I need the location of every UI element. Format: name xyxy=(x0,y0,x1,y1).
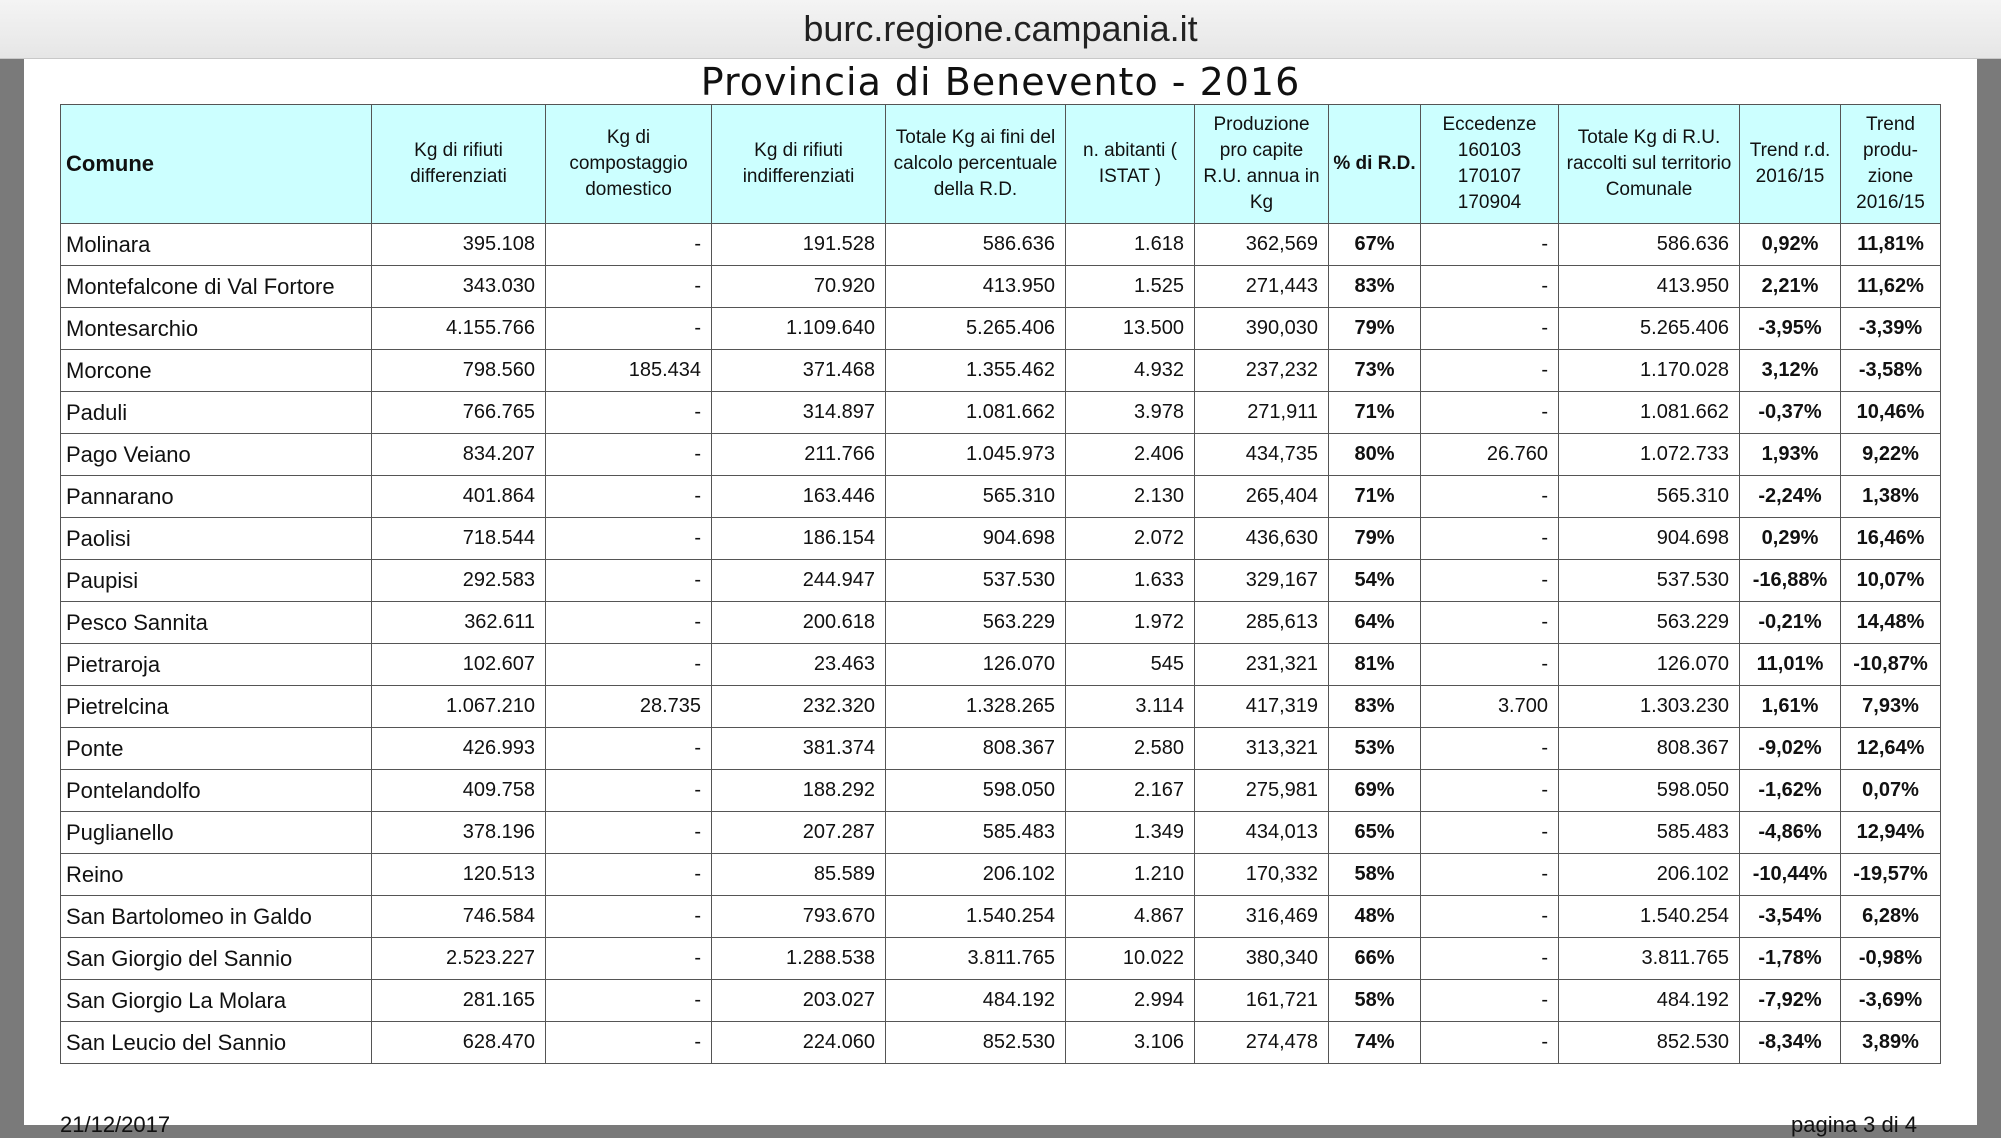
footer-page-number: pagina 3 di 4 xyxy=(1791,1112,1917,1137)
cell-compostaggio: 185.434 xyxy=(546,350,712,392)
cell-procapite: 275,981 xyxy=(1195,770,1329,812)
cell-compostaggio: - xyxy=(546,644,712,686)
header-trend-produzione: Trend produ- zione 2016/15 xyxy=(1841,105,1941,224)
cell-procapite: 362,569 xyxy=(1195,224,1329,266)
cell-indifferenziati: 232.320 xyxy=(712,686,886,728)
cell-trend-produzione: -0,98% xyxy=(1841,938,1941,980)
cell-trend-produzione: -3,39% xyxy=(1841,308,1941,350)
cell-trend-produzione: 9,22% xyxy=(1841,434,1941,476)
cell-eccedenze: - xyxy=(1421,266,1559,308)
header-abitanti: n. abitanti ( ISTAT ) xyxy=(1066,105,1195,224)
cell-eccedenze: - xyxy=(1421,854,1559,896)
cell-eccedenze: - xyxy=(1421,728,1559,770)
cell-eccedenze: - xyxy=(1421,392,1559,434)
cell-totale-rd: 852.530 xyxy=(886,1022,1066,1064)
cell-comune: Pietrelcina xyxy=(61,686,372,728)
cell-comune: Ponte xyxy=(61,728,372,770)
cell-compostaggio: - xyxy=(546,518,712,560)
cell-differenziati: 1.067.210 xyxy=(372,686,546,728)
cell-compostaggio: - xyxy=(546,728,712,770)
cell-indifferenziati: 200.618 xyxy=(712,602,886,644)
cell-trend-rd: -8,34% xyxy=(1740,1022,1841,1064)
cell-procapite: 390,030 xyxy=(1195,308,1329,350)
cell-abitanti: 2.406 xyxy=(1066,434,1195,476)
cell-percentuale-rd: 67% xyxy=(1329,224,1421,266)
cell-percentuale-rd: 58% xyxy=(1329,854,1421,896)
cell-trend-rd: -2,24% xyxy=(1740,476,1841,518)
cell-differenziati: 120.513 xyxy=(372,854,546,896)
cell-totale-rd: 537.530 xyxy=(886,560,1066,602)
cell-abitanti: 2.994 xyxy=(1066,980,1195,1022)
cell-procapite: 170,332 xyxy=(1195,854,1329,896)
cell-totale-ru: 537.530 xyxy=(1559,560,1740,602)
cell-percentuale-rd: 80% xyxy=(1329,434,1421,476)
header-differenziati: Kg di rifiuti differenziati xyxy=(372,105,546,224)
cell-procapite: 436,630 xyxy=(1195,518,1329,560)
cell-totale-rd: 5.265.406 xyxy=(886,308,1066,350)
cell-trend-rd: 3,12% xyxy=(1740,350,1841,392)
cell-comune: San Giorgio La Molara xyxy=(61,980,372,1022)
cell-trend-rd: 0,29% xyxy=(1740,518,1841,560)
cell-differenziati: 401.864 xyxy=(372,476,546,518)
header-trend-rd: Trend r.d. 2016/15 xyxy=(1740,105,1841,224)
cell-indifferenziati: 23.463 xyxy=(712,644,886,686)
cell-procapite: 274,478 xyxy=(1195,1022,1329,1064)
cell-abitanti: 1.618 xyxy=(1066,224,1195,266)
cell-differenziati: 4.155.766 xyxy=(372,308,546,350)
cell-differenziati: 362.611 xyxy=(372,602,546,644)
cell-differenziati: 2.523.227 xyxy=(372,938,546,980)
table-row xyxy=(61,518,1941,560)
browser-url-bar[interactable] xyxy=(0,0,2001,59)
cell-procapite: 434,735 xyxy=(1195,434,1329,476)
cell-percentuale-rd: 53% xyxy=(1329,728,1421,770)
cell-abitanti: 13.500 xyxy=(1066,308,1195,350)
cell-procapite: 237,232 xyxy=(1195,350,1329,392)
table-row xyxy=(61,644,1941,686)
cell-abitanti: 1.349 xyxy=(1066,812,1195,854)
cell-totale-rd: 808.367 xyxy=(886,728,1066,770)
cell-totale-rd: 598.050 xyxy=(886,770,1066,812)
cell-eccedenze: - xyxy=(1421,644,1559,686)
cell-comune: Morcone xyxy=(61,350,372,392)
cell-totale-ru: 808.367 xyxy=(1559,728,1740,770)
cell-procapite: 265,404 xyxy=(1195,476,1329,518)
cell-trend-produzione: 12,94% xyxy=(1841,812,1941,854)
cell-comune: San Leucio del Sannio xyxy=(61,1022,372,1064)
cell-eccedenze: - xyxy=(1421,476,1559,518)
cell-trend-rd: -1,78% xyxy=(1740,938,1841,980)
cell-abitanti: 1.633 xyxy=(1066,560,1195,602)
cell-percentuale-rd: 83% xyxy=(1329,686,1421,728)
cell-abitanti: 2.130 xyxy=(1066,476,1195,518)
cell-trend-rd: -10,44% xyxy=(1740,854,1841,896)
table-row xyxy=(61,812,1941,854)
cell-trend-produzione: 6,28% xyxy=(1841,896,1941,938)
cell-indifferenziati: 1.288.538 xyxy=(712,938,886,980)
cell-percentuale-rd: 74% xyxy=(1329,1022,1421,1064)
cell-trend-rd: -0,21% xyxy=(1740,602,1841,644)
cell-eccedenze: - xyxy=(1421,770,1559,812)
cell-totale-rd: 1.045.973 xyxy=(886,434,1066,476)
cell-trend-rd: 1,61% xyxy=(1740,686,1841,728)
header-totale-rd: Totale Kg ai fini del calcolo percentuale della R.D. xyxy=(886,105,1066,224)
cell-eccedenze: - xyxy=(1421,224,1559,266)
cell-differenziati: 281.165 xyxy=(372,980,546,1022)
cell-totale-rd: 413.950 xyxy=(886,266,1066,308)
cell-indifferenziati: 1.109.640 xyxy=(712,308,886,350)
cell-trend-produzione: 10,07% xyxy=(1841,560,1941,602)
cell-indifferenziati: 224.060 xyxy=(712,1022,886,1064)
cell-comune: Pannarano xyxy=(61,476,372,518)
cell-indifferenziati: 191.528 xyxy=(712,224,886,266)
cell-trend-rd: -3,95% xyxy=(1740,308,1841,350)
cell-indifferenziati: 186.154 xyxy=(712,518,886,560)
cell-indifferenziati: 188.292 xyxy=(712,770,886,812)
cell-compostaggio: - xyxy=(546,308,712,350)
cell-totale-ru: 206.102 xyxy=(1559,854,1740,896)
cell-procapite: 271,911 xyxy=(1195,392,1329,434)
cell-trend-rd: -16,88% xyxy=(1740,560,1841,602)
table-row xyxy=(61,308,1941,350)
cell-eccedenze: - xyxy=(1421,518,1559,560)
cell-comune: Pesco Sannita xyxy=(61,602,372,644)
table-row xyxy=(61,350,1941,392)
cell-totale-rd: 1.328.265 xyxy=(886,686,1066,728)
cell-comune: Molinara xyxy=(61,224,372,266)
cell-indifferenziati: 793.670 xyxy=(712,896,886,938)
cell-indifferenziati: 207.287 xyxy=(712,812,886,854)
cell-compostaggio: - xyxy=(546,476,712,518)
cell-trend-produzione: 0,07% xyxy=(1841,770,1941,812)
cell-percentuale-rd: 71% xyxy=(1329,476,1421,518)
cell-eccedenze: - xyxy=(1421,308,1559,350)
cell-percentuale-rd: 83% xyxy=(1329,266,1421,308)
cell-totale-rd: 3.811.765 xyxy=(886,938,1066,980)
cell-trend-rd: -0,37% xyxy=(1740,392,1841,434)
cell-comune: Puglianello xyxy=(61,812,372,854)
cell-abitanti: 545 xyxy=(1066,644,1195,686)
cell-compostaggio: - xyxy=(546,896,712,938)
cell-totale-rd: 1.081.662 xyxy=(886,392,1066,434)
cell-procapite: 417,319 xyxy=(1195,686,1329,728)
cell-trend-produzione: 14,48% xyxy=(1841,602,1941,644)
cell-compostaggio: - xyxy=(546,938,712,980)
cell-differenziati: 426.993 xyxy=(372,728,546,770)
cell-totale-ru: 563.229 xyxy=(1559,602,1740,644)
table-row xyxy=(61,686,1941,728)
cell-indifferenziati: 203.027 xyxy=(712,980,886,1022)
table-row xyxy=(61,476,1941,518)
cell-eccedenze: - xyxy=(1421,812,1559,854)
cell-trend-rd: -4,86% xyxy=(1740,812,1841,854)
cell-trend-rd: -9,02% xyxy=(1740,728,1841,770)
cell-trend-produzione: 10,46% xyxy=(1841,392,1941,434)
cell-compostaggio: - xyxy=(546,266,712,308)
table-row xyxy=(61,896,1941,938)
waste-table xyxy=(60,104,1941,1064)
cell-trend-rd: -1,62% xyxy=(1740,770,1841,812)
cell-abitanti: 2.580 xyxy=(1066,728,1195,770)
table-header-row xyxy=(61,105,1941,224)
cell-differenziati: 628.470 xyxy=(372,1022,546,1064)
cell-comune: Montefalcone di Val Fortore xyxy=(61,266,372,308)
table-row xyxy=(61,770,1941,812)
cell-procapite: 271,443 xyxy=(1195,266,1329,308)
cell-abitanti: 2.167 xyxy=(1066,770,1195,812)
cell-differenziati: 409.758 xyxy=(372,770,546,812)
cell-totale-ru: 1.540.254 xyxy=(1559,896,1740,938)
cell-totale-rd: 1.540.254 xyxy=(886,896,1066,938)
cell-compostaggio: - xyxy=(546,560,712,602)
cell-eccedenze: - xyxy=(1421,602,1559,644)
cell-eccedenze: 3.700 xyxy=(1421,686,1559,728)
cell-totale-ru: 585.483 xyxy=(1559,812,1740,854)
cell-trend-produzione: 16,46% xyxy=(1841,518,1941,560)
cell-comune: Pontelandolfo xyxy=(61,770,372,812)
cell-differenziati: 395.108 xyxy=(372,224,546,266)
cell-trend-produzione: -3,58% xyxy=(1841,350,1941,392)
cell-differenziati: 746.584 xyxy=(372,896,546,938)
cell-totale-ru: 1.170.028 xyxy=(1559,350,1740,392)
cell-eccedenze: - xyxy=(1421,560,1559,602)
cell-totale-ru: 1.072.733 xyxy=(1559,434,1740,476)
cell-trend-produzione: 3,89% xyxy=(1841,1022,1941,1064)
cell-comune: Paolisi xyxy=(61,518,372,560)
cell-totale-ru: 1.081.662 xyxy=(1559,392,1740,434)
cell-compostaggio: - xyxy=(546,1022,712,1064)
cell-trend-produzione: -3,69% xyxy=(1841,980,1941,1022)
cell-trend-produzione: 11,62% xyxy=(1841,266,1941,308)
cell-totale-ru: 586.636 xyxy=(1559,224,1740,266)
cell-differenziati: 292.583 xyxy=(372,560,546,602)
cell-compostaggio: - xyxy=(546,602,712,644)
cell-compostaggio: - xyxy=(546,770,712,812)
cell-percentuale-rd: 79% xyxy=(1329,308,1421,350)
header-eccedenze: Eccedenze 160103 170107 170904 xyxy=(1421,105,1559,224)
table-row xyxy=(61,602,1941,644)
cell-percentuale-rd: 64% xyxy=(1329,602,1421,644)
cell-procapite: 380,340 xyxy=(1195,938,1329,980)
cell-percentuale-rd: 58% xyxy=(1329,980,1421,1022)
cell-compostaggio: - xyxy=(546,812,712,854)
cell-procapite: 329,167 xyxy=(1195,560,1329,602)
cell-differenziati: 798.560 xyxy=(372,350,546,392)
cell-totale-rd: 126.070 xyxy=(886,644,1066,686)
cell-comune: Reino xyxy=(61,854,372,896)
cell-trend-rd: 0,92% xyxy=(1740,224,1841,266)
table-row xyxy=(61,728,1941,770)
cell-abitanti: 1.972 xyxy=(1066,602,1195,644)
cell-totale-rd: 1.355.462 xyxy=(886,350,1066,392)
cell-abitanti: 1.525 xyxy=(1066,266,1195,308)
cell-abitanti: 3.106 xyxy=(1066,1022,1195,1064)
cell-differenziati: 834.207 xyxy=(372,434,546,476)
cell-percentuale-rd: 54% xyxy=(1329,560,1421,602)
cell-percentuale-rd: 69% xyxy=(1329,770,1421,812)
cell-abitanti: 3.114 xyxy=(1066,686,1195,728)
cell-procapite: 285,613 xyxy=(1195,602,1329,644)
cell-trend-rd: 11,01% xyxy=(1740,644,1841,686)
cell-trend-rd: -3,54% xyxy=(1740,896,1841,938)
cell-percentuale-rd: 71% xyxy=(1329,392,1421,434)
cell-indifferenziati: 371.468 xyxy=(712,350,886,392)
cell-trend-produzione: -19,57% xyxy=(1841,854,1941,896)
header-percentuale-rd: % di R.D. xyxy=(1329,105,1421,224)
cell-totale-ru: 1.303.230 xyxy=(1559,686,1740,728)
cell-totale-ru: 126.070 xyxy=(1559,644,1740,686)
url-text: burc.regione.campania.it xyxy=(803,8,1198,49)
cell-eccedenze: - xyxy=(1421,896,1559,938)
header-procapite: Produzione pro capite R.U. annua in Kg xyxy=(1195,105,1329,224)
cell-compostaggio: 28.735 xyxy=(546,686,712,728)
cell-totale-ru: 565.310 xyxy=(1559,476,1740,518)
cell-totale-ru: 5.265.406 xyxy=(1559,308,1740,350)
cell-comune: Pago Veiano xyxy=(61,434,372,476)
table-row xyxy=(61,434,1941,476)
cell-indifferenziati: 85.589 xyxy=(712,854,886,896)
cell-indifferenziati: 211.766 xyxy=(712,434,886,476)
cell-comune: Pietraroja xyxy=(61,644,372,686)
cell-compostaggio: - xyxy=(546,854,712,896)
cell-trend-rd: 2,21% xyxy=(1740,266,1841,308)
cell-totale-ru: 3.811.765 xyxy=(1559,938,1740,980)
cell-abitanti: 3.978 xyxy=(1066,392,1195,434)
cell-eccedenze: - xyxy=(1421,938,1559,980)
page-title: Provincia di Benevento - 2016 xyxy=(700,60,1301,104)
cell-procapite: 313,321 xyxy=(1195,728,1329,770)
footer-date: 21/12/2017 xyxy=(60,1112,171,1137)
cell-comune: Paduli xyxy=(61,392,372,434)
cell-abitanti: 4.867 xyxy=(1066,896,1195,938)
header-compostaggio: Kg di compostaggio domestico xyxy=(546,105,712,224)
cell-totale-rd: 585.483 xyxy=(886,812,1066,854)
cell-percentuale-rd: 65% xyxy=(1329,812,1421,854)
cell-percentuale-rd: 73% xyxy=(1329,350,1421,392)
header-indifferenziati: Kg di rifiuti indifferenziati xyxy=(712,105,886,224)
cell-compostaggio: - xyxy=(546,224,712,266)
cell-totale-rd: 206.102 xyxy=(886,854,1066,896)
cell-differenziati: 766.765 xyxy=(372,392,546,434)
header-comune: Comune xyxy=(61,105,372,224)
cell-differenziati: 343.030 xyxy=(372,266,546,308)
table-row xyxy=(61,266,1941,308)
cell-indifferenziati: 244.947 xyxy=(712,560,886,602)
table-row xyxy=(61,560,1941,602)
table-row xyxy=(61,854,1941,896)
cell-totale-ru: 484.192 xyxy=(1559,980,1740,1022)
cell-indifferenziati: 314.897 xyxy=(712,392,886,434)
document-page xyxy=(24,59,1977,1137)
cell-trend-rd: 1,93% xyxy=(1740,434,1841,476)
cell-indifferenziati: 381.374 xyxy=(712,728,886,770)
cell-procapite: 161,721 xyxy=(1195,980,1329,1022)
cell-totale-ru: 598.050 xyxy=(1559,770,1740,812)
header-totale-ru: Totale Kg di R.U. raccolti sul territorio Comunale xyxy=(1559,105,1740,224)
cell-totale-rd: 484.192 xyxy=(886,980,1066,1022)
cell-compostaggio: - xyxy=(546,392,712,434)
cell-percentuale-rd: 66% xyxy=(1329,938,1421,980)
cell-comune: San Bartolomeo in Galdo xyxy=(61,896,372,938)
cell-trend-produzione: 7,93% xyxy=(1841,686,1941,728)
cell-abitanti: 2.072 xyxy=(1066,518,1195,560)
cell-compostaggio: - xyxy=(546,434,712,476)
cell-abitanti: 1.210 xyxy=(1066,854,1195,896)
cell-abitanti: 10.022 xyxy=(1066,938,1195,980)
cell-eccedenze: 26.760 xyxy=(1421,434,1559,476)
table-row xyxy=(61,1022,1941,1064)
cell-totale-rd: 904.698 xyxy=(886,518,1066,560)
table-row xyxy=(61,224,1941,266)
cell-eccedenze: - xyxy=(1421,980,1559,1022)
cell-indifferenziati: 163.446 xyxy=(712,476,886,518)
table-row xyxy=(61,980,1941,1022)
cell-trend-produzione: 12,64% xyxy=(1841,728,1941,770)
cell-trend-rd: -7,92% xyxy=(1740,980,1841,1022)
cell-comune: Montesarchio xyxy=(61,308,372,350)
cell-totale-ru: 852.530 xyxy=(1559,1022,1740,1064)
cell-differenziati: 718.544 xyxy=(372,518,546,560)
table-row xyxy=(61,392,1941,434)
cell-totale-ru: 904.698 xyxy=(1559,518,1740,560)
cell-trend-produzione: 11,81% xyxy=(1841,224,1941,266)
cell-eccedenze: - xyxy=(1421,350,1559,392)
cell-eccedenze: - xyxy=(1421,1022,1559,1064)
cell-percentuale-rd: 79% xyxy=(1329,518,1421,560)
cell-differenziati: 378.196 xyxy=(372,812,546,854)
cell-abitanti: 4.932 xyxy=(1066,350,1195,392)
cell-totale-rd: 586.636 xyxy=(886,224,1066,266)
cell-totale-rd: 565.310 xyxy=(886,476,1066,518)
cell-indifferenziati: 70.920 xyxy=(712,266,886,308)
cell-comune: Paupisi xyxy=(61,560,372,602)
cell-procapite: 231,321 xyxy=(1195,644,1329,686)
cell-comune: San Giorgio del Sannio xyxy=(61,938,372,980)
cell-percentuale-rd: 48% xyxy=(1329,896,1421,938)
cell-procapite: 434,013 xyxy=(1195,812,1329,854)
cell-totale-ru: 413.950 xyxy=(1559,266,1740,308)
cell-percentuale-rd: 81% xyxy=(1329,644,1421,686)
cell-procapite: 316,469 xyxy=(1195,896,1329,938)
table-row xyxy=(61,938,1941,980)
cell-totale-rd: 563.229 xyxy=(886,602,1066,644)
cell-trend-produzione: 1,38% xyxy=(1841,476,1941,518)
cell-differenziati: 102.607 xyxy=(372,644,546,686)
cell-compostaggio: - xyxy=(546,980,712,1022)
cell-trend-produzione: -10,87% xyxy=(1841,644,1941,686)
